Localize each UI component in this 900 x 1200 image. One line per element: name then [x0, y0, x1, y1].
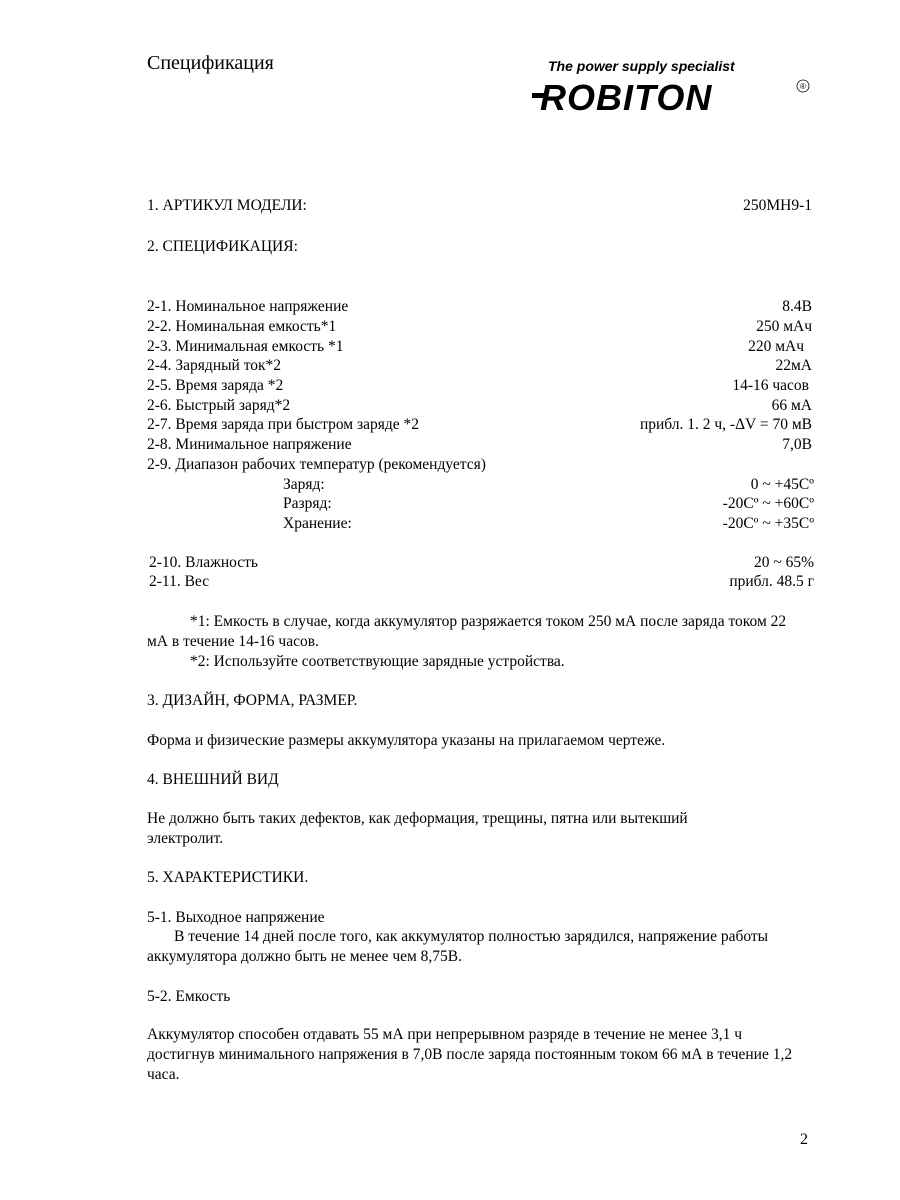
spec-value: 20 ~ 65%	[753, 554, 814, 571]
temperature-label: Хранение:	[283, 515, 352, 532]
section-heading: 4. ВНЕШНИЙ ВИД	[147, 771, 279, 788]
spec-value: прибл. 1. 2 ч, -ΔV = 70 мВ	[639, 416, 812, 433]
temperature-value: 0 ~ +45Cº	[750, 476, 814, 493]
section-text: Не должно быть таких дефектов, как деформация, трещины, пятна или вытекший электролит.	[147, 810, 688, 847]
subsection-heading: 5-2. Емкость	[147, 988, 231, 1005]
spec-label: 2-1. Номинальное напряжение	[147, 298, 349, 315]
spec-value: 8.4В	[782, 298, 812, 315]
spec-label: 2-11. Вес	[149, 573, 210, 590]
registered-mark: ®	[800, 82, 806, 91]
temperature-value: -20Cº ~ +35Cº	[722, 515, 814, 532]
spec-value: 220 мАч	[748, 338, 804, 355]
section-heading: 5. ХАРАКТЕРИСТИКИ.	[147, 869, 309, 886]
robiton-logo	[532, 76, 812, 121]
specification-heading: 2. СПЕЦИФИКАЦИЯ:	[147, 238, 298, 255]
footnote-1: *1: Емкость в случае, когда аккумулятор разряжается током 250 мА после заряда током 22 мА в течение 14-16 часов.	[147, 613, 787, 650]
subsection-text: В течение 14 дней после того, как аккумулятор полностью зарядился, напряжение работы аккумулятора должно быть не менее чем 8,75В.	[147, 928, 769, 965]
section-heading: 3. ДИЗАЙН, ФОРМА, РАЗМЕР.	[147, 692, 358, 709]
spec-value: прибл. 48.5 г	[729, 573, 814, 590]
spec-value: 250 мАч	[756, 318, 812, 335]
spec-label: 2-2. Номинальная емкость*1	[147, 318, 337, 335]
spec-value: 22мА	[775, 357, 812, 374]
footnote-2: *2: Используйте соответствующие зарядные устройства.	[190, 653, 565, 670]
model-article-label: 1. АРТИКУЛ МОДЕЛИ:	[147, 197, 307, 214]
temperature-label: Заряд:	[283, 476, 325, 493]
section-text: Форма и физические размеры аккумулятора указаны на прилагаемом чертеже.	[147, 732, 666, 749]
brand-tagline: The power supply specialist	[548, 58, 735, 74]
subsection-heading: 5-1. Выходное напряжение	[147, 909, 325, 926]
temperature-label: Разряд:	[283, 495, 332, 512]
spec-label: 2-8. Минимальное напряжение	[147, 436, 352, 453]
page-number: 2	[800, 1131, 808, 1148]
subsection-text: Аккумулятор способен отдавать 55 мА при непрерывном разряде в течение не менее 3,1 ч достигнув минимального напряжения в 7,0В после заряда постоянным током 66 мА в течение 1,2 часа.	[147, 1026, 793, 1083]
spec-label: 2-4. Зарядный ток*2	[147, 357, 282, 374]
spec-label: 2-9. Диапазон рабочих температур (рекомендуется)	[147, 456, 486, 473]
model-article-value: 250MH9-1	[743, 197, 812, 214]
spec-label: 2-10. Влажность	[149, 554, 258, 571]
spec-label: 2-6. Быстрый заряд*2	[147, 397, 291, 414]
spec-value: 14-16 часов	[732, 377, 809, 394]
spec-label: 2-3. Минимальная емкость *1	[147, 338, 344, 355]
page-title: Спецификация	[147, 52, 274, 74]
spec-label: 2-5. Время заряда *2	[147, 377, 284, 394]
spec-label: 2-7. Время заряда при быстром заряде *2	[147, 416, 419, 433]
temperature-value: -20Cº ~ +60Cº	[722, 495, 814, 512]
spec-value: 7,0В	[782, 436, 812, 453]
spec-value: 66 мА	[771, 397, 812, 414]
logo-wordmark: ROBITON	[540, 77, 713, 116]
